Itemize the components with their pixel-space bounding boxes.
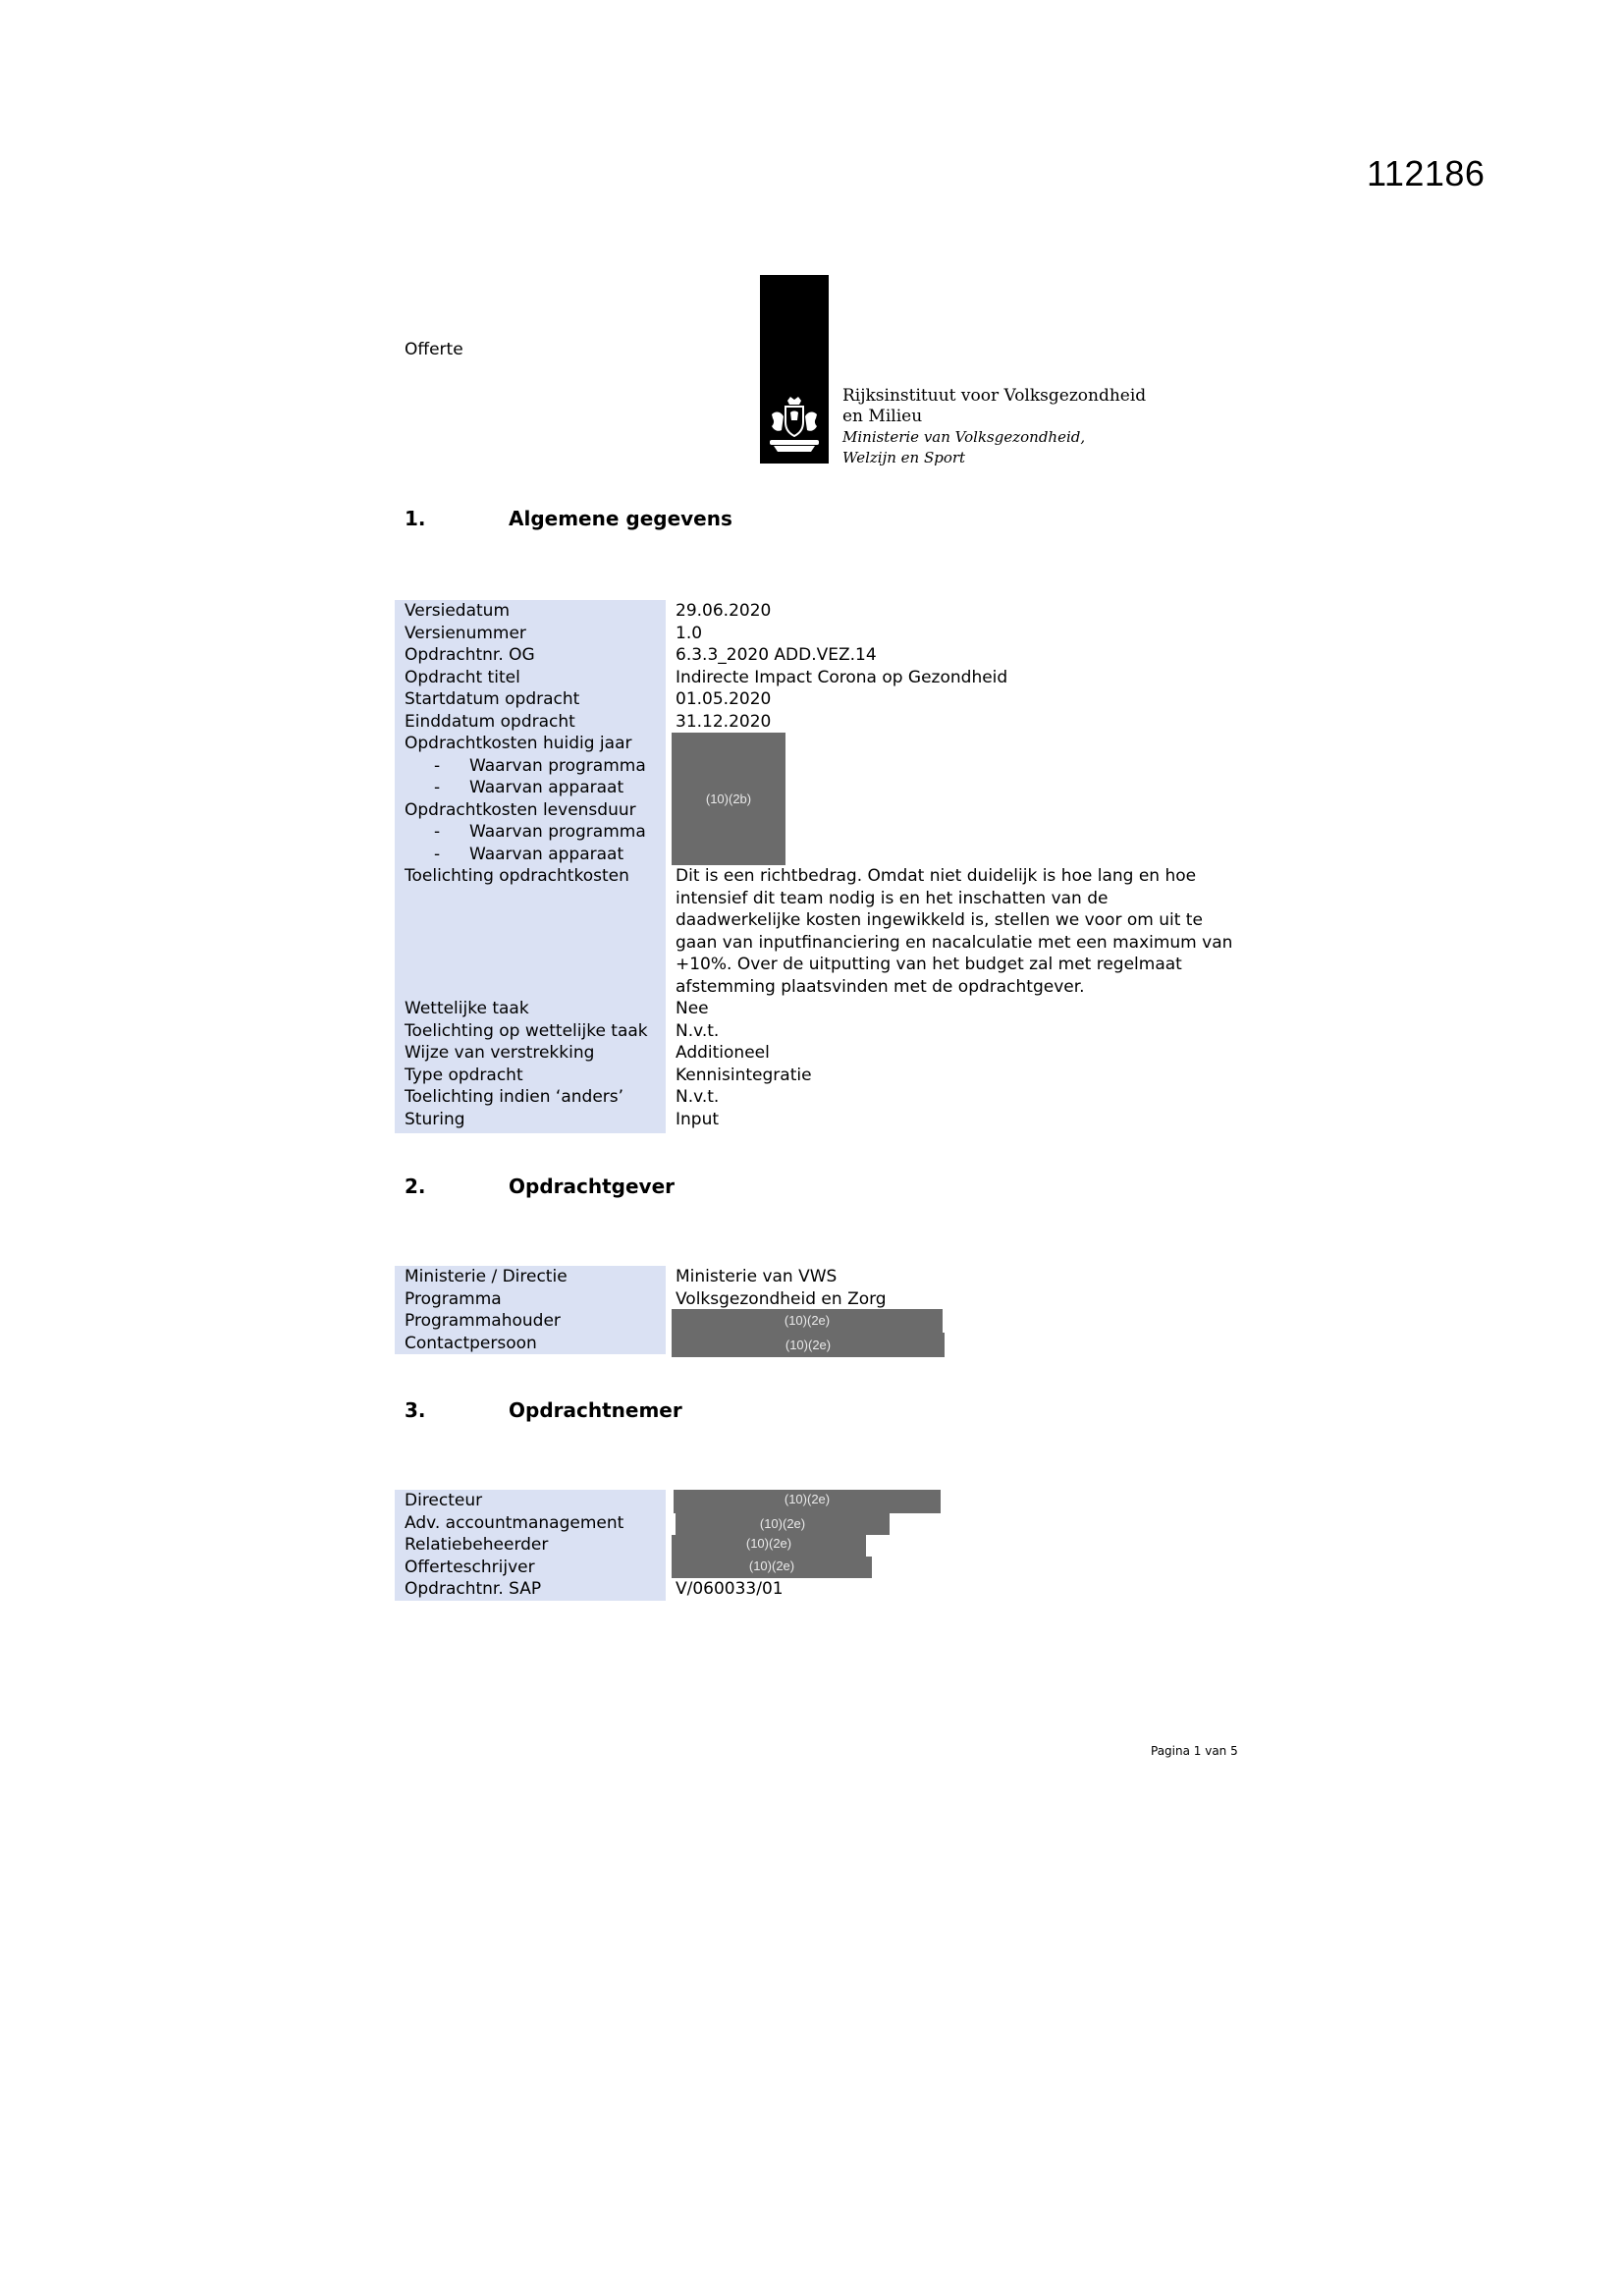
section-number: 1. [405, 507, 426, 530]
section-number: 3. [405, 1398, 426, 1422]
table-row: Opdracht titel Indirecte Impact Corona op Gezondheid [405, 667, 1008, 687]
table-row: Opdrachtnr. SAP V/060033/01 [405, 1579, 784, 1599]
table-row: Wettelijke taak Nee [405, 999, 709, 1018]
table-row: Opdrachtkosten levensduur [405, 799, 636, 820]
table-row: Offerteschrijver [405, 1557, 535, 1577]
org-line-2: en Milieu [842, 407, 923, 426]
table-row: Versiedatum 29.06.2020 [405, 601, 772, 621]
table-row: Toelichting opdrachtkosten Dit is een richtbedrag. Omdat niet duidelijk is hoe lang en hoe intensief dit team nodig is en het inschatten van de daadwerkelijke kosten ingewikkeld is, stellen we voor om uit te gaan van inputfinanciering en nacalculatie met een maximum van +10%. Over de uitputting van het budget zal met regelmaat afstemming plaatsvinden met de opdrachtgever. [395, 865, 1229, 998]
table-row: Ministerie / Directie Ministerie van VWS [405, 1267, 838, 1286]
ministry-line-2: Welzijn en Sport [842, 449, 966, 466]
section-title: Opdrachtgever [509, 1175, 675, 1198]
section-title: Algemene gegevens [509, 507, 732, 530]
table-row: - Waarvan apparaat [434, 778, 624, 797]
table-row: Opdrachtkosten huidig jaar [405, 734, 632, 753]
table-row: - Waarvan apparaat [434, 844, 624, 864]
redaction-block: (10)(2e) [672, 1557, 872, 1578]
org-line-1: Rijksinstituut voor Volksgezondheid [842, 386, 1147, 406]
table-row: Sturing Input [405, 1109, 720, 1129]
section-title: Opdrachtnemer [509, 1398, 682, 1422]
table-row: Programmahouder [405, 1311, 561, 1331]
table-row: Relatiebeheerder [405, 1535, 549, 1555]
table-row: Einddatum opdracht 31.12.2020 [405, 711, 772, 732]
page-footer: Pagina 1 van 5 [1151, 1744, 1238, 1758]
redaction-block: (10)(2e) [674, 1490, 941, 1513]
redaction-block: (10)(2e) [672, 1309, 943, 1333]
ministry-line-1: Ministerie van Volksgezondheid, [842, 428, 1086, 446]
organization-name [842, 386, 1146, 468]
table-row: - Waarvan programma [434, 755, 646, 776]
table-row: Toelichting op wettelijke taak N.v.t. [405, 1020, 720, 1041]
section-3-heading [405, 1398, 682, 1422]
document-number: 112186 [1367, 153, 1486, 193]
table-row: Adv. accountmanagement [405, 1512, 624, 1533]
table-row: Opdrachtnr. OG 6.3.3_2020 ADD.VEZ.14 [405, 645, 877, 665]
client-table [395, 1266, 1229, 1354]
table-row: Versienummer 1.0 [405, 623, 703, 643]
redaction-block: (10)(2e) [672, 1333, 945, 1357]
redaction-block: (10)(2e) [676, 1513, 890, 1535]
table-row: Type opdracht Kennisintegratie [405, 1065, 812, 1085]
table-row: Startdatum opdracht 01.05.2020 [405, 689, 772, 709]
section-2-heading [405, 1175, 675, 1198]
coat-of-arms-icon [764, 395, 825, 458]
table-row: - Waarvan programma [434, 822, 646, 842]
table-row: Toelichting indien ‘anders’ N.v.t. [405, 1087, 720, 1107]
table-row: Programma Volksgezondheid en Zorg [405, 1288, 887, 1309]
table-row: Contactpersoon [405, 1333, 537, 1353]
section-number: 2. [405, 1175, 426, 1198]
general-data-table [395, 600, 1233, 1130]
table-row: Wijze van verstrekking Additioneel [405, 1043, 770, 1063]
table-row: Directeur [405, 1491, 483, 1510]
redaction-block: (10)(2b) [672, 733, 785, 865]
rivm-logo [760, 275, 829, 464]
document-type: Offerte [405, 340, 463, 359]
cost-explanation: Dit is een richtbedrag. Omdat niet duidelijk is hoe lang en hoe intensief dit team nodig is en het inschatten van de daadwerkelijke kosten ingewikkeld is, stellen we voor om uit te gaan van inputfinanciering en nacalculatie met een maximum van +10%. Over de uitputting van het budget zal met regelmaat afstemming plaatsvinden met de opdrachtgever. [676, 866, 1233, 997]
redaction-block: (10)(2e) [672, 1535, 866, 1557]
contractor-table [395, 1490, 1229, 1601]
section-1-heading [405, 507, 732, 530]
